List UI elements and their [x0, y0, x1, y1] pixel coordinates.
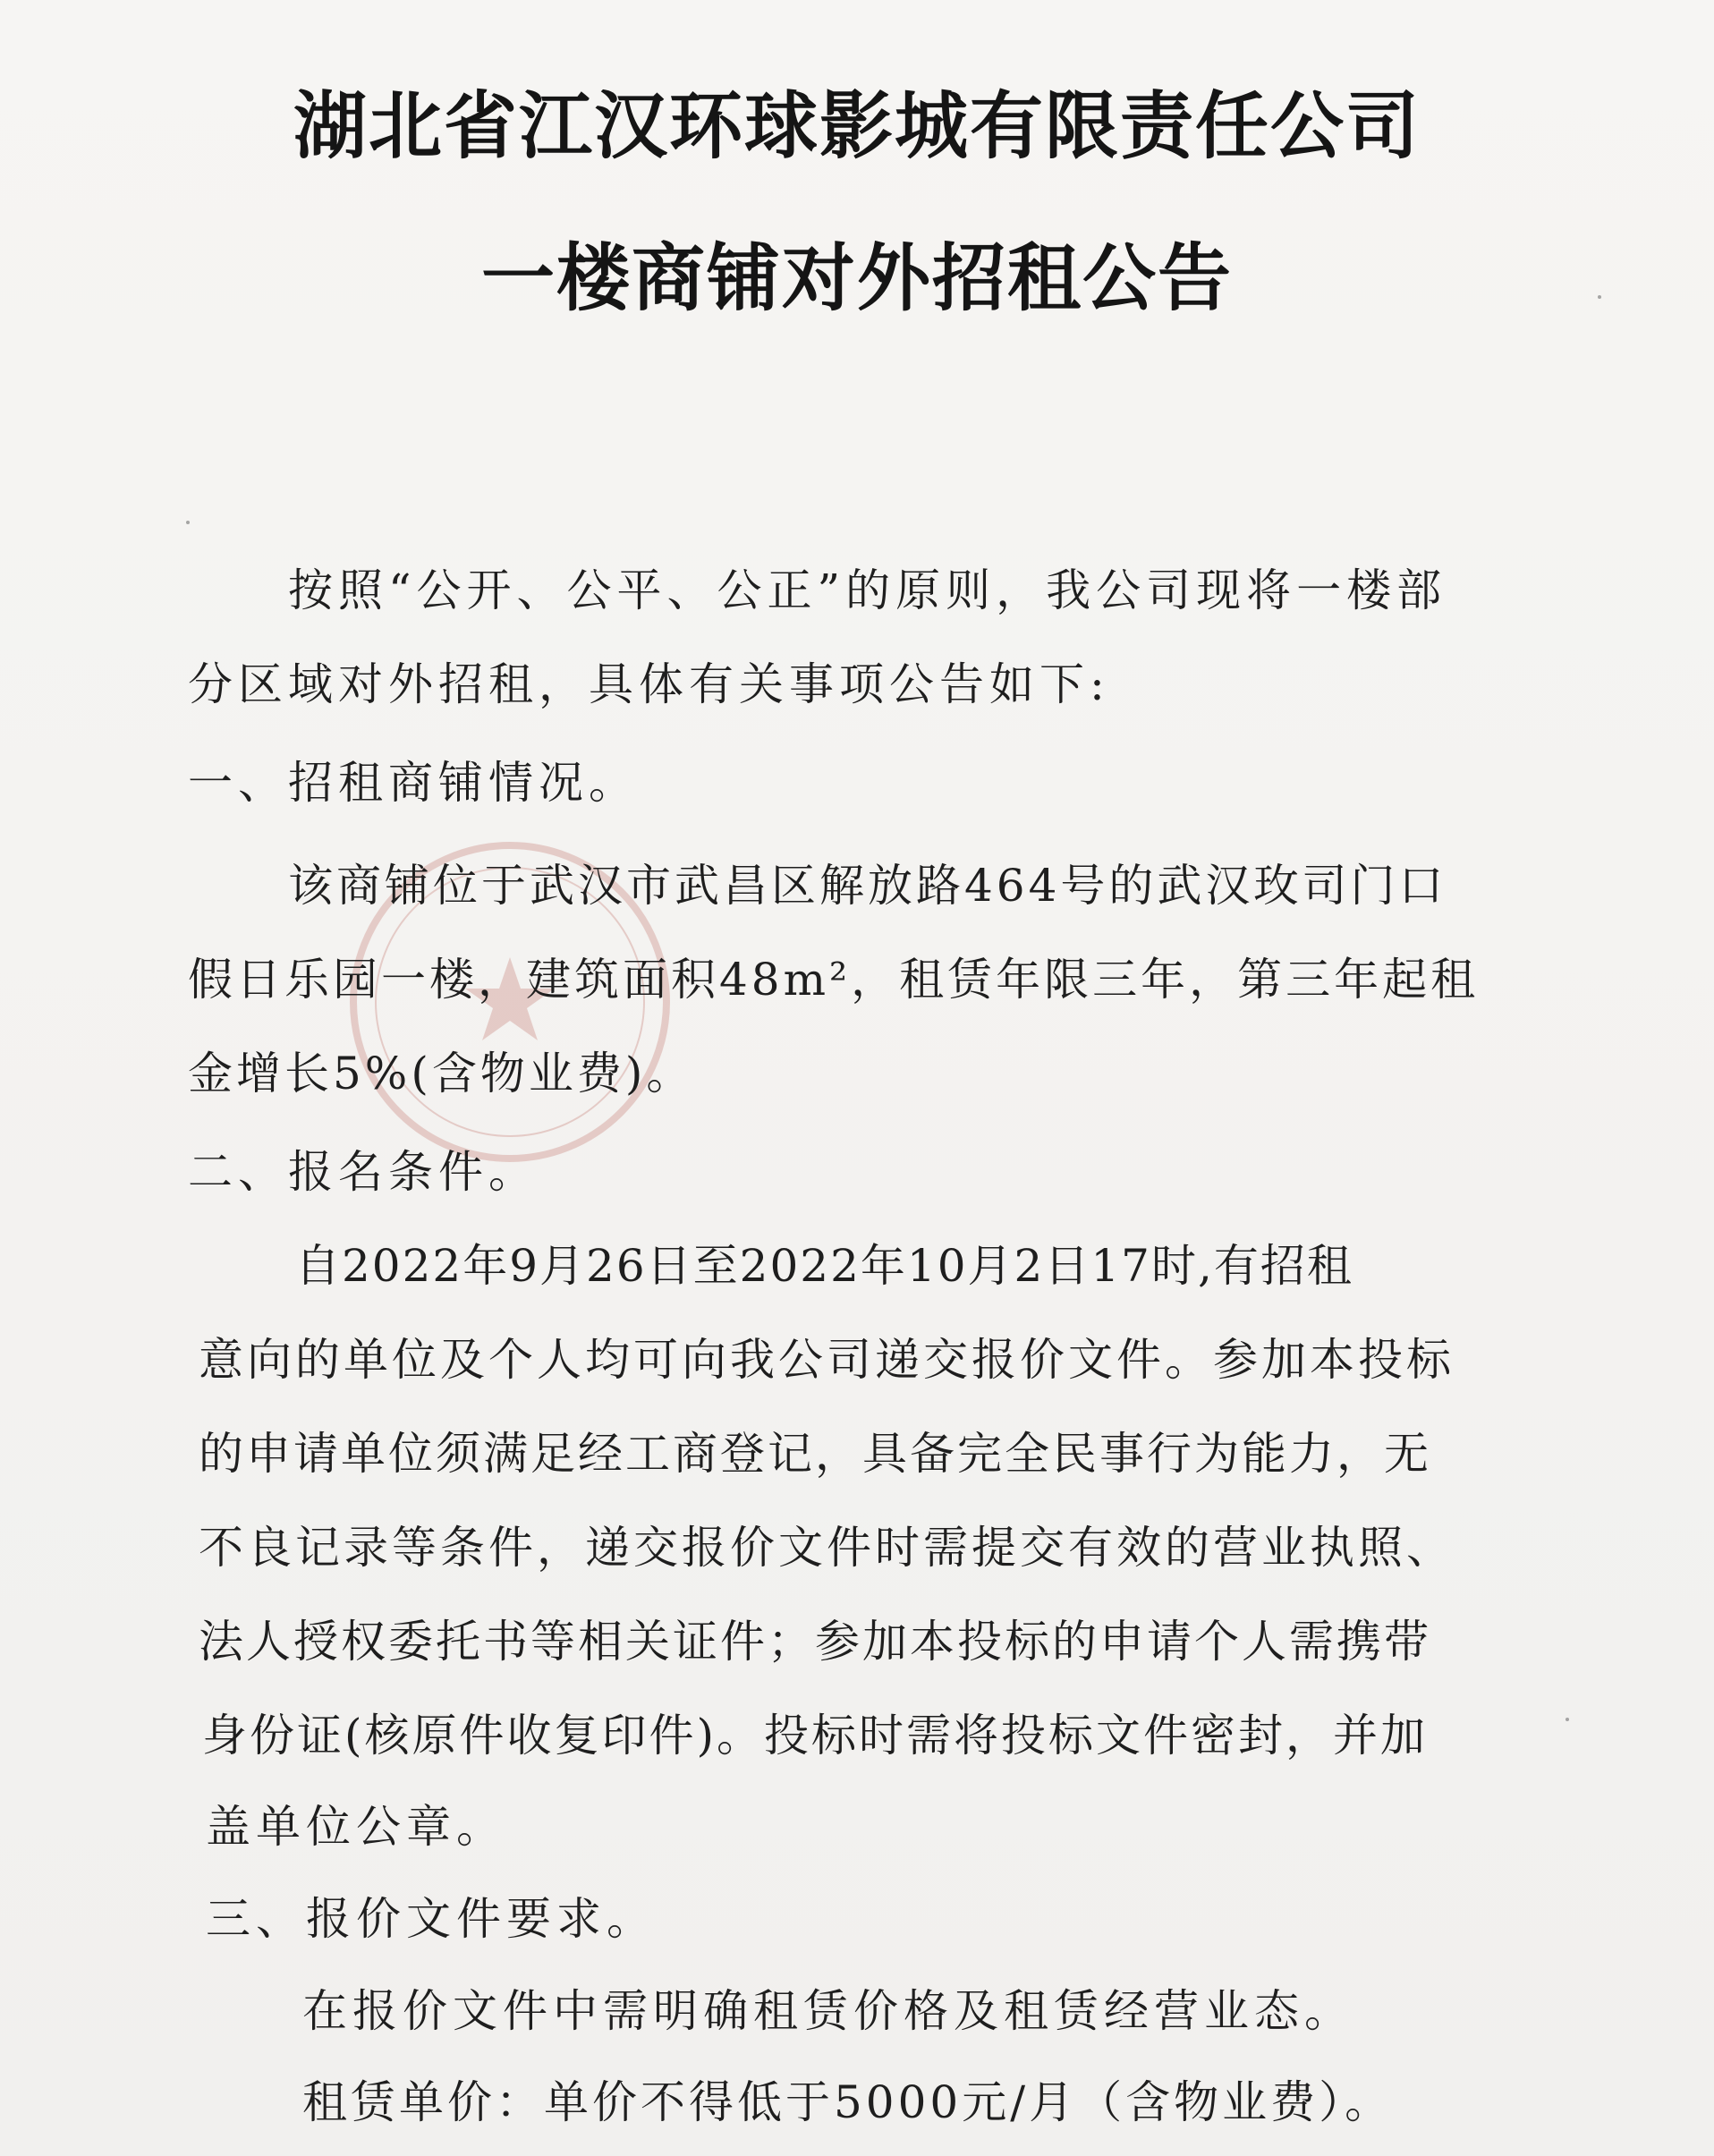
paragraph-line-12: 盖单位公章。	[206, 1801, 506, 1853]
section-heading-1: 一、招租商铺情况。	[188, 757, 639, 809]
paper-speck	[1566, 1718, 1569, 1721]
paragraph-line-9: 不良记录等条件，递交报价文件时需提交有效的营业执照、	[199, 1522, 1455, 1574]
paragraph-line-14: 租赁单价：单价不得低于5000元/月（含物业费）。	[302, 2076, 1394, 2128]
section-heading-3: 三、报价文件要求。	[206, 1893, 657, 1945]
paragraph-line-13: 在报价文件中需明确租赁价格及租赁经营业态。	[302, 1985, 1354, 2037]
section-heading-2: 二、报名条件。	[188, 1146, 539, 1198]
paragraph-line-1: 按照“公开、公平、公正”的原则，我公司现将一楼部	[288, 564, 1447, 616]
paper-speck	[186, 521, 190, 524]
paper-speck	[1598, 295, 1601, 299]
paragraph-line-4: 假日乐园一楼，建筑面积48m²，租赁年限三年，第三年起租	[188, 954, 1480, 1006]
paragraph-line-3: 该商铺位于武汉市武昌区解放路464号的武汉玫司门口	[288, 860, 1447, 912]
paragraph-line-7: 意向的单位及个人均可向我公司递交报价文件。参加本投标	[199, 1334, 1455, 1386]
paragraph-line-10: 法人授权委托书等相关证件；参加本投标的申请个人需携带	[199, 1616, 1431, 1668]
paragraph-line-8: 的申请单位须满足经工商登记，具备完全民事行为能力，无	[199, 1428, 1431, 1480]
document-title-line-1: 湖北省江汉环球影城有限责任公司	[293, 84, 1421, 169]
document-title-line-2: 一楼商铺对外招租公告	[480, 236, 1233, 321]
paragraph-line-2: 分区域对外招租，具体有关事项公告如下:	[188, 658, 1110, 710]
paragraph-line-11: 身份证(核原件收复印件)。投标时需将投标文件密封，并加	[202, 1710, 1429, 1761]
paragraph-line-6: 自2022年9月26日至2022年10月2日17时,有招租	[295, 1240, 1353, 1292]
paragraph-line-5: 金增长5%(含物业费)。	[188, 1048, 695, 1099]
